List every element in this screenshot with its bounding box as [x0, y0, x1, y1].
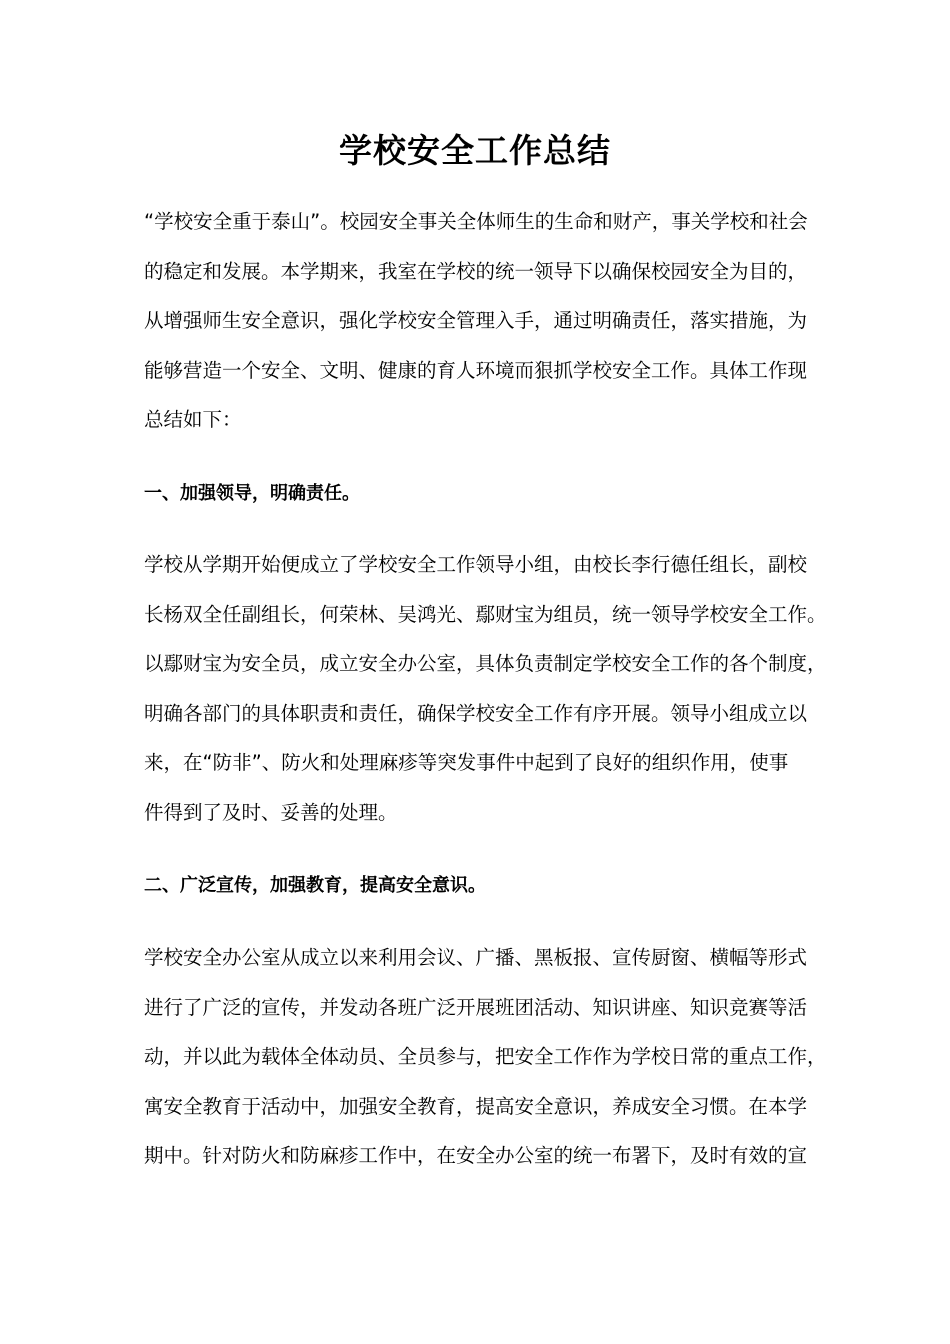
intro-line-3: 从增强师生安全意识，强化学校安全管理入手，通过明确责任，落实措施，为 — [144, 309, 808, 332]
section-2-line-1: 学校安全办公室从成立以来利用会议、广播、黑板报、宣传厨窗、横幅等形式 — [144, 946, 808, 969]
section-2-heading: 二、广泛宣传，加强教育，提高安全意识。 — [144, 875, 486, 896]
section-2-line-2: 进行了广泛的宣传，并发动各班广泛开展班团活动、知识讲座、知识竞赛等活 — [144, 996, 808, 1019]
section-2-line-5: 期中。针对防火和防麻疹工作中，在安全办公室的统一布署下，及时有效的宣 — [144, 1144, 808, 1167]
intro-line-2: 的稳定和发展。本学期来，我室在学校的统一领导下以确保校园安全为目的， — [144, 260, 808, 283]
section-1-line-3: 以鄢财宝为安全员，成立安全办公室，具体负责制定学校安全工作的各个制度， — [144, 652, 827, 675]
section-1-line-4: 明确各部门的具体职责和责任，确保学校安全工作有序开展。领导小组成立以 — [144, 702, 808, 725]
section-1-heading: 一、加强领导，明确责任。 — [144, 483, 360, 504]
intro-line-1: “学校安全重于泰山”。校园安全事关全体师生的生命和财产，事关学校和社会 — [144, 210, 808, 233]
document-title: 学校安全工作总结 — [339, 131, 611, 170]
section-1-line-5: 来，在“防非”、防火和处理麻疹等突发事件中起到了良好的组织作用，使事 — [144, 751, 789, 774]
intro-line-4: 能够营造一个安全、文明、健康的育人环境而狠抓学校安全工作。具体工作现 — [144, 359, 808, 382]
section-2-line-4: 寓安全教育于活动中，加强安全教育，提高安全意识，养成安全习惯。在本学 — [144, 1095, 808, 1118]
section-1-line-2: 长杨双全任副组长，何荣林、吴鸿光、鄢财宝为组员，统一领导学校安全工作。 — [144, 603, 827, 626]
section-2-line-3: 动，并以此为载体全体动员、全员参与，把安全工作作为学校日常的重点工作， — [144, 1045, 827, 1068]
section-1-line-6: 件得到了及时、妥善的处理。 — [144, 801, 398, 824]
intro-line-5: 总结如下： — [144, 408, 242, 431]
section-1-line-1: 学校从学期开始便成立了学校安全工作领导小组，由校长李行德任组长，副校 — [144, 553, 808, 576]
